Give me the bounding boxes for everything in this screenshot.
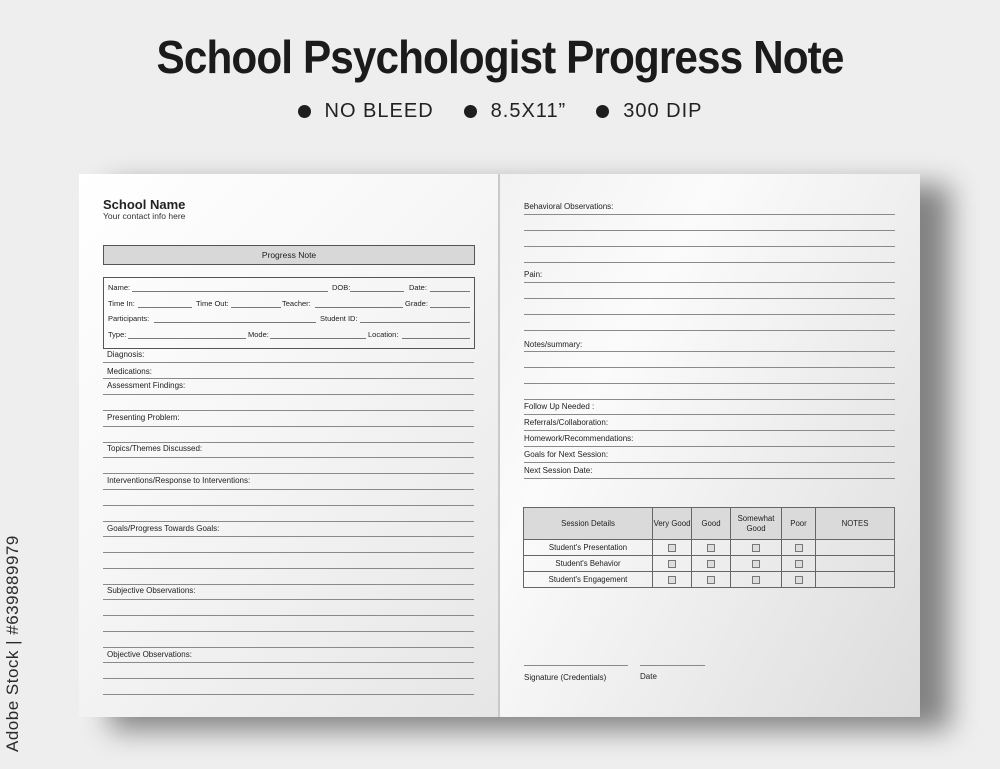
write-line[interactable] [103,378,474,379]
medications-label: Medications: [107,367,152,376]
time-in-label: Time In: [108,299,135,308]
banner-title: School Psychologist Progress Note [156,31,844,83]
pain-label: Pain: [524,270,543,279]
checkbox[interactable] [795,544,803,552]
write-line[interactable] [103,647,474,648]
write-line[interactable] [524,430,895,431]
col-header: Session Details [524,508,653,540]
date-label: Date [640,672,657,681]
subjective-label: Subjective Observations: [107,586,196,595]
date-label: Date: [409,283,427,292]
write-line[interactable] [103,599,474,600]
bullet-icon [298,105,311,118]
write-line[interactable] [103,631,474,632]
write-line[interactable] [103,442,474,443]
client-info-box [103,277,475,349]
stock-credit: Adobe Stock | #639889979 [3,535,22,752]
presenting-label: Presenting Problem: [107,413,180,422]
checkbox[interactable] [752,544,760,552]
row-label: Student's Behavior [524,556,653,572]
goals-label: Goals/Progress Towards Goals: [107,524,220,533]
homework-label: Homework/Recommendations: [524,434,634,443]
topics-label: Topics/Themes Discussed: [107,444,203,453]
mode-field[interactable] [270,338,366,339]
write-line[interactable] [524,246,895,247]
checkbox[interactable] [752,560,760,568]
col-header: Somewhat Good [731,508,782,540]
table-row [524,572,895,588]
location-field[interactable] [402,338,470,339]
name-field[interactable] [132,291,328,292]
write-line[interactable] [524,367,895,368]
write-line[interactable] [103,473,474,474]
spec-item [596,100,702,123]
bullet-icon [464,105,477,118]
checkbox[interactable] [752,576,760,584]
write-line[interactable] [524,414,895,415]
signature-line[interactable] [524,665,628,666]
write-line[interactable] [524,298,895,299]
participants-label: Participants: [108,314,150,323]
checkbox[interactable] [795,576,803,584]
student-id-field[interactable] [360,322,470,323]
checkbox[interactable] [707,576,715,584]
checkbox[interactable] [668,560,676,568]
assessment-label: Assessment Findings: [107,381,186,390]
col-header: Poor [782,508,816,540]
write-line[interactable] [524,314,895,315]
write-line[interactable] [103,410,474,411]
notes-cell[interactable] [816,556,895,572]
write-line[interactable] [524,383,895,384]
school-name: School Name [103,197,186,212]
write-line[interactable] [103,489,474,490]
bullet-icon [596,105,609,118]
col-header: Very Good [653,508,692,540]
contact-info: Your contact info here [103,211,186,221]
write-line[interactable] [524,262,895,263]
write-line[interactable] [103,505,474,506]
write-line[interactable] [524,478,895,479]
mode-label: Mode: [248,330,269,339]
checkbox[interactable] [707,544,715,552]
notes-label: Notes/summary: [524,340,583,349]
notes-cell[interactable] [816,572,895,588]
notes-cell[interactable] [816,540,895,556]
write-line[interactable] [524,462,895,463]
write-line[interactable] [103,584,474,585]
teacher-label: Teacher: [282,299,311,308]
participants-field[interactable] [154,322,316,323]
write-line[interactable] [103,615,474,616]
dob-label: DOB: [332,283,351,292]
write-line[interactable] [524,351,895,352]
session-details-table [523,507,895,588]
diagnosis-label: Diagnosis: [107,350,145,359]
row-label: Student's Engagement [524,572,653,588]
row-label: Student's Presentation [524,540,653,556]
write-line[interactable] [103,394,474,395]
spec-item [464,100,567,123]
teacher-field[interactable] [315,307,403,308]
write-line[interactable] [103,521,474,522]
checkbox[interactable] [668,576,676,584]
write-line[interactable] [103,362,474,363]
behavioral-label: Behavioral Observations: [524,202,614,211]
left-page [79,174,498,717]
checkbox[interactable] [668,544,676,552]
type-field[interactable] [128,338,246,339]
write-line[interactable] [103,552,474,553]
write-line[interactable] [524,446,895,447]
grade-field[interactable] [430,307,470,308]
checkbox[interactable] [795,560,803,568]
date-field[interactable] [430,291,470,292]
write-line[interactable] [103,426,474,427]
spec-item [298,100,434,123]
spec-list [0,100,1000,123]
write-line[interactable] [103,536,474,537]
write-line[interactable] [524,330,895,331]
write-line[interactable] [103,694,474,695]
objective-label: Objective Observations: [107,650,192,659]
spec-label: NO BLEED [324,100,434,122]
dob-field[interactable] [350,291,404,292]
referrals-label: Referrals/Collaboration: [524,418,609,427]
type-label: Type: [108,330,127,339]
progress-note-header: Progress Note [103,245,475,265]
date-line[interactable] [640,665,705,666]
checkbox[interactable] [707,560,715,568]
grade-label: Grade: [405,299,428,308]
time-in-field[interactable] [138,307,192,308]
signature-label: Signature (Credentials) [524,673,607,682]
write-line[interactable] [524,214,895,215]
col-header: Good [692,508,731,540]
write-line[interactable] [524,230,895,231]
spec-label: 8.5X11” [490,100,567,122]
student-id-label: Student ID: [320,314,358,323]
write-line[interactable] [103,568,474,569]
write-line[interactable] [103,457,474,458]
write-line[interactable] [103,678,474,679]
col-header: NOTES [816,508,895,540]
location-label: Location: [368,330,399,339]
write-line[interactable] [524,282,895,283]
write-line[interactable] [524,399,895,400]
table-row [524,556,895,572]
write-line[interactable] [103,662,474,663]
table-row [524,540,895,556]
spec-label: 300 DIP [623,100,703,122]
interventions-label: Interventions/Response to Interventions: [107,476,251,485]
follow-up-label: Follow Up Needed : [524,402,595,411]
next-date-label: Next Session Date: [524,466,593,475]
goals-next-label: Goals for Next Session: [524,450,609,459]
time-out-field[interactable] [231,307,281,308]
right-page [500,174,920,717]
time-out-label: Time Out: [196,299,229,308]
name-label: Name: [108,283,131,292]
